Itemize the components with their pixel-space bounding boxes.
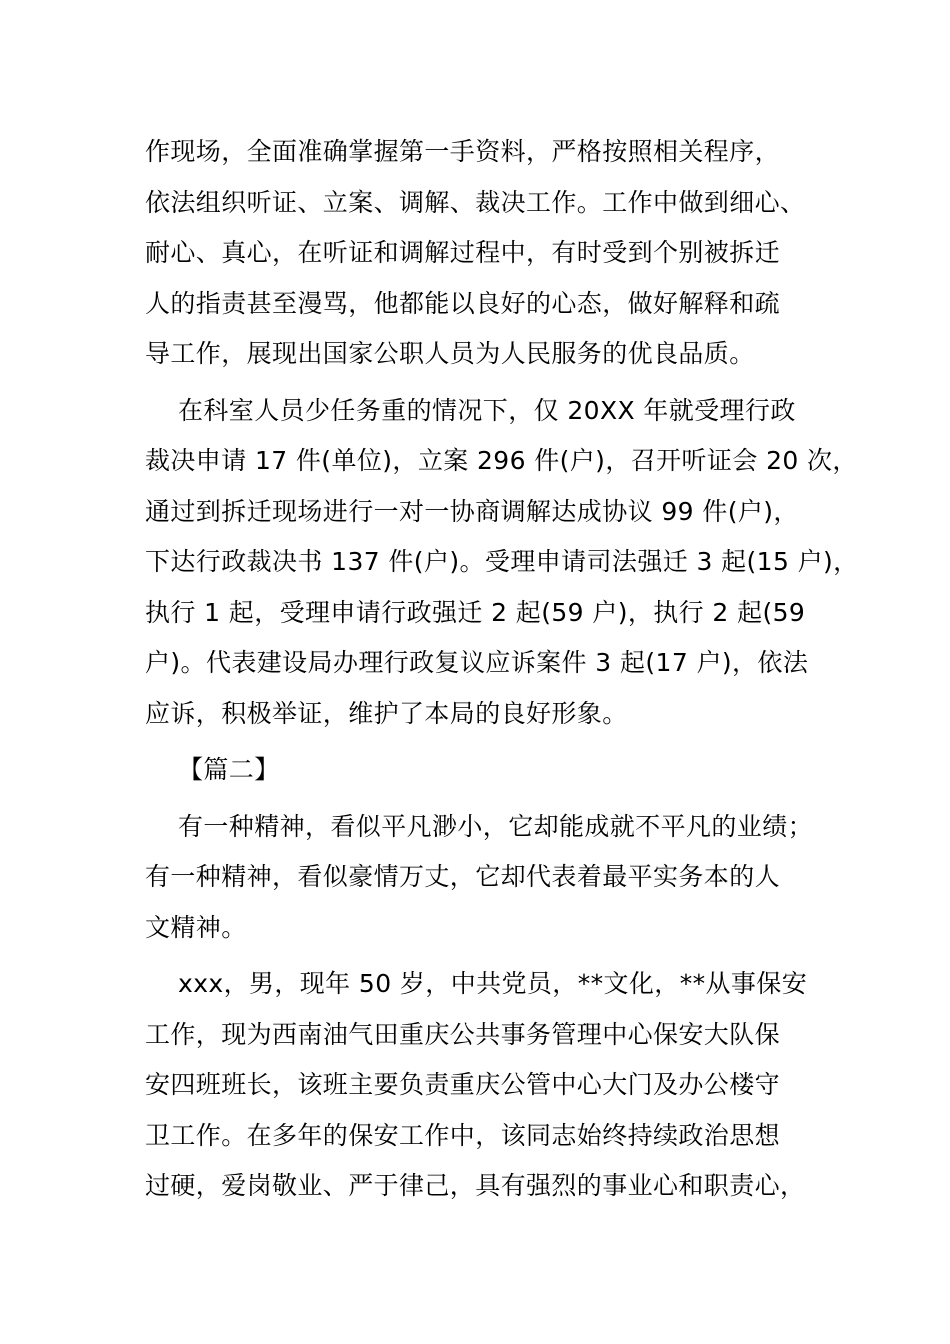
section-heading-text: 【篇二】 xyxy=(178,755,280,784)
text-line: 户)。代表建设局办理行政复议应诉案件 3 起(17 户)，依法 xyxy=(145,648,809,677)
text-line: 在科室人员少任务重的情况下，仅 20XX 年就受理行政 xyxy=(178,395,796,425)
text-line: xxx，男，现年 50 岁，中共党员，**文化，**从事保安 xyxy=(178,969,808,998)
text-line: 裁决申请 17 件(单位)，立案 296 件(户)，召开听证会 20 次， xyxy=(145,446,858,475)
paragraph-2 xyxy=(145,386,859,740)
text-line: 导工作，展现出国家公职人员为人民服务的优良品质。 xyxy=(145,339,755,368)
text-line: 过硬，爱岗敬业、严于律己，具有强烈的事业心和职责心， xyxy=(145,1171,806,1200)
text-line: 依法组织听证、立案、调解、裁决工作。工作中做到细心、 xyxy=(145,187,806,217)
text-line: 作现场，全面准确掌握第一手资料，严格按照相关程序， xyxy=(145,137,781,166)
text-line: 人的指责甚至漫骂，他都能以良好的心态，做好解释和疏 xyxy=(145,288,781,318)
text-line: 有一种精神，看似豪情万丈，它却代表着最平实务本的人 xyxy=(145,862,781,891)
text-line: 应诉，积极举证，维护了本局的良好形象。 xyxy=(145,698,628,728)
text-line: 有一种精神，看似平凡渺小，它却能成就不平凡的业绩； xyxy=(178,811,814,841)
paragraph-3 xyxy=(145,802,825,954)
text-line: 安四班班长，该班主要负责重庆公管中心大门及办公楼守 xyxy=(145,1070,781,1099)
text-line: 下达行政裁决书 137 件(户)。受理申请司法强迁 3 起(15 户)， xyxy=(145,547,859,576)
text-line: 卫工作。在多年的保安工作中，该同志始终持续政治思想 xyxy=(145,1120,781,1150)
text-line: 耐心、真心，在听证和调解过程中，有时受到个别被拆迁 xyxy=(145,238,781,267)
text-line: 通过到拆迁现场进行一对一协商调解达成协议 99 件(户)， xyxy=(145,496,799,526)
section-heading xyxy=(145,745,825,796)
document-body xyxy=(145,127,859,1212)
text-line: 工作，现为西南油气田重庆公共事务管理中心保安大队保 xyxy=(145,1019,781,1049)
text-line: 文精神。 xyxy=(145,912,247,942)
text-line: 执行 1 起，受理申请行政强迁 2 起(59 户)，执行 2 起(59 xyxy=(145,597,806,627)
paragraph-1 xyxy=(145,127,825,380)
paragraph-4 xyxy=(145,959,825,1212)
